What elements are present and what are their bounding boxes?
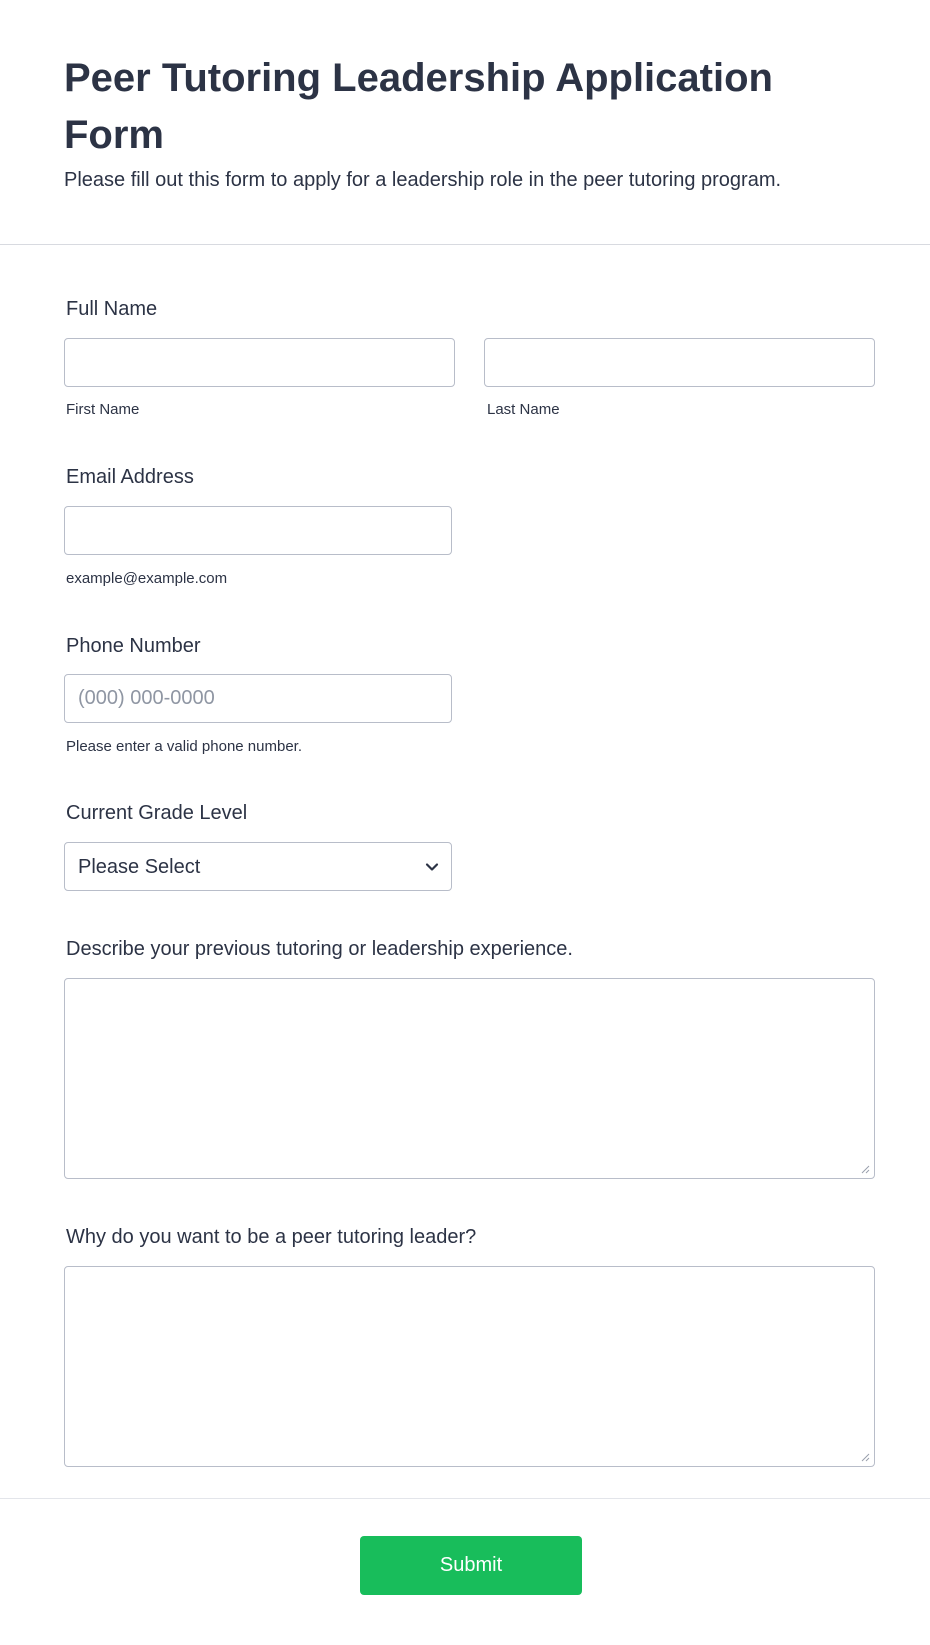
first-name-sublabel: First Name [66, 401, 140, 418]
grade-select-value: Please Select [78, 856, 201, 878]
phone-sublabel: Please enter a valid phone number. [66, 738, 302, 755]
email-label: Email Address [66, 466, 194, 488]
page-title: Peer Tutoring Leadership Application Form [64, 56, 773, 157]
page-subtitle: Please fill out this form to apply for a leadership role in the peer tutoring program. [64, 169, 782, 191]
last-name-sublabel: Last Name [487, 401, 560, 418]
full-name-label: Full Name [66, 298, 158, 320]
submit-button[interactable]: Submit [360, 1536, 582, 1595]
phone-label: Phone Number [66, 635, 201, 657]
first-name-input[interactable] [64, 338, 455, 387]
form-footer [0, 1498, 930, 1645]
email-sublabel: example@example.com [66, 570, 228, 587]
phone-input[interactable] [64, 674, 452, 723]
grade-label: Current Grade Level [66, 802, 248, 824]
motivation-label: Why do you want to be a peer tutoring leader? [66, 1226, 477, 1248]
chevron-down-icon [425, 860, 439, 874]
grade-select[interactable] [64, 842, 452, 891]
experience-label: Describe your previous tutoring or leadership experience. [66, 938, 573, 960]
resize-handle-icon[interactable] [860, 1164, 870, 1174]
experience-textarea[interactable] [64, 978, 875, 1179]
resize-handle-icon[interactable] [860, 1452, 870, 1462]
form-header [0, 0, 930, 245]
motivation-textarea[interactable] [64, 1266, 875, 1467]
email-input[interactable] [64, 506, 452, 555]
last-name-input[interactable] [484, 338, 875, 387]
